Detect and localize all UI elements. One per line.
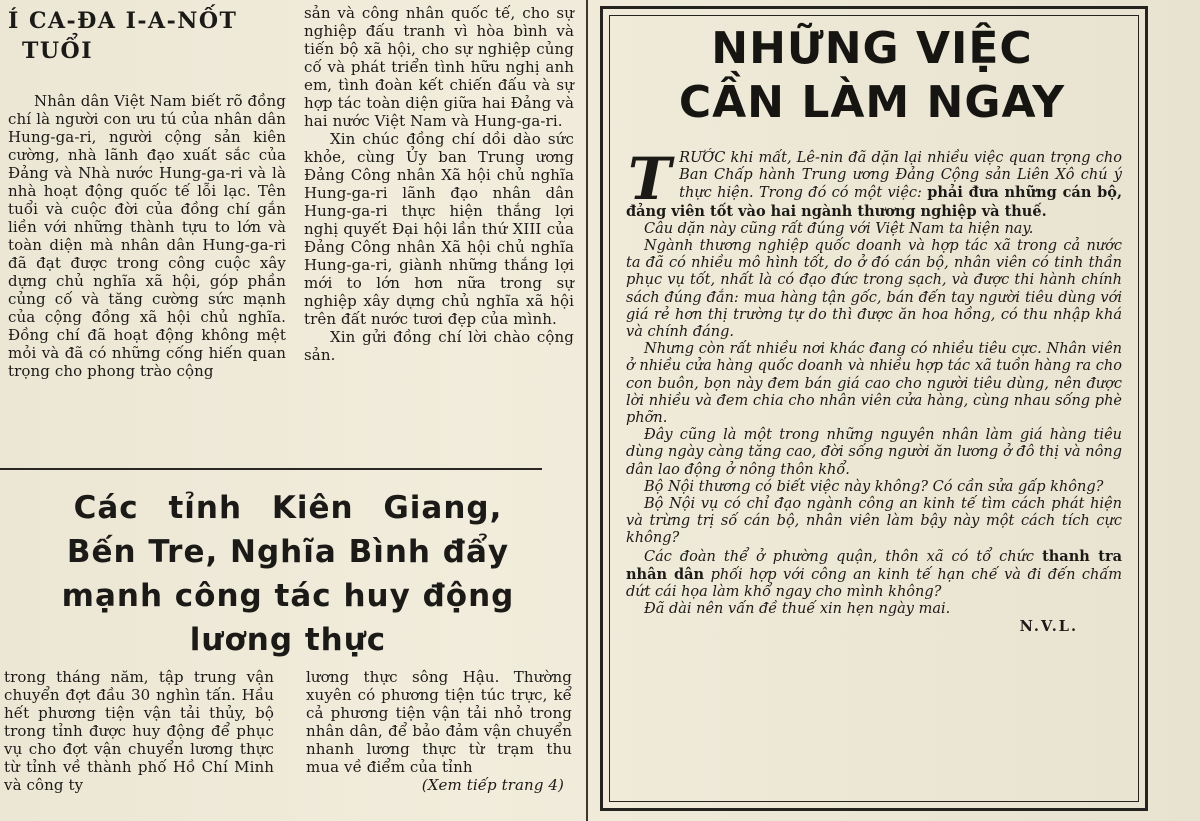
bottom-headline-line-3: mạnh công tác huy động: [61, 578, 515, 614]
editorial-body: [626, 145, 1123, 636]
left-article-paragraph: Nhân dân Việt Nam biết rõ đồng chí là người con ưu tú của nhân dân Hung-ga-ri, người cộng sản kiên cường, nhà lãnh đạo xuất sắc của Đảng và Nhà nước Hung-ga-ri và là nhà hoạt động quốc tế lỗi lạc. Tên tuổi và cuộc đời của đồng chí gắn liền với những thành tựu to lớn và toàn diện mà nhân dân Hung-ga-ri đã đạt được trong công cuộc xây dựng chủ nghĩa xã hội, góp phần củng cố và tăng cường sức mạnh của cộng đồng xã hội chủ nghĩa. Đồng chí đã hoạt động không mệt mỏi và đã có những cống hiến quan trọng cho phong trào cộng: [8, 92, 286, 380]
left-article-column-1: [8, 92, 286, 380]
bottom-article-paragraph: lương thực sông Hậu. Thường xuyên có phương tiện túc trực, kể cả phương tiện vận tải nhỏ trong nhân dân, để bảo đảm vận chuyển nhanh lương thực từ trạm thu mua về điểm của tỉnh: [306, 668, 572, 776]
editorial-title-line-1: NHỮNG VIỆC: [711, 23, 1033, 74]
editorial-paragraph: Bộ Nội vụ có chỉ đạo ngành công an kinh tế tìm cách phát hiện và trừng trị số cán bộ, nhân viên làm bậy này một cách tích cực không?: [626, 496, 1122, 547]
editorial-paragraph: Câu dặn này cũng rất đúng với Việt Nam ta hiện nay.: [644, 220, 1034, 237]
left-article-column-2: [304, 4, 574, 364]
editorial-text: Các đoàn thể ở phường quận, thôn xã có tổ chức: [644, 548, 1035, 565]
editorial-paragraph: Ngành thương nghiệp quốc doanh và hợp tác xã trong cả nước ta đã có nhiều mô hình tốt, do ở đó cán bộ, nhân viên có tinh thần phục vụ tốt, nhất là có đạo đức trong sạch, và được thi hành chính sách đúng đắn: mua hàng tận gốc, bán đến tay người tiêu dùng với giá rẻ hơn thị trường tự do thì được ăn hoa hồng, có thu nhập khá và chính đáng.: [626, 238, 1122, 341]
editorial-paragraph: Bộ Nội thương có biết việc này không? Có cần sửa gấp không?: [644, 478, 1104, 495]
bottom-article-headline: [18, 486, 558, 662]
editorial-paragraph: Nhưng còn rất nhiều nơi khác đang có nhiều tiêu cực. Nhân viên ở nhiều cửa hàng quốc doanh và nhiều hợp tác xã tuồn hàng ra cho con buôn, bọn này đem bán giá cao cho người tiêu dùng, nên được lời nhiều và đem chia cho nhân viên cửa hàng, cùng nhau sống phè phỡn.: [626, 341, 1122, 427]
bottom-headline-line-2: Bến Tre, Nghĩa Bình đẩy: [66, 534, 510, 570]
editorial-title-line-2: CẦN LÀM NGAY: [678, 77, 1066, 128]
left-article-paragraph: Xin chúc đồng chí dồi dào sức khỏe, cùng Ủy ban Trung ương Đảng Công nhân Xã hội chủ nghĩa Hung-ga-ri lãnh đạo nhân dân Hung-ga-ri thực hiện thắng lợi nghị quyết Đại hội lần thứ XIII của Đảng Công nhân Xã hội chủ nghĩa Hung-ga-ri, giành những thắng lợi mới to lớn hơn nữa trong sự nghiệp xây dựng chủ nghĩa xã hội trên đất nước tươi đẹp của mình.: [304, 130, 574, 328]
editorial-paragraph: [626, 548, 1122, 602]
editorial-paragraph: Đây cũng là một trong những nguyên nhân làm giá hàng tiêu dùng ngày càng tăng cao, đời sống người ăn lương ở đô thị và nông dân lao động ở nông thôn khổ.: [626, 427, 1122, 478]
left-headline-line-2: TUỔI: [22, 38, 94, 64]
bottom-headline-line-1: Các tỉnh Kiên Giang,: [73, 490, 503, 526]
editorial-bold-text: thanh tra nhân dân: [626, 547, 1122, 583]
bottom-article-paragraph: trong tháng năm, tập trung vận chuyển đợt đầu 30 nghìn tấn. Hầu hết phương tiện vận tải thủy, bộ trong tỉnh được huy động để phục vụ cho đợt vận chuyển lương thực từ tỉnh về thành phố Hồ Chí Minh và công ty: [4, 668, 274, 794]
left-headline-line-1: Í CA-ĐA I-A-NỐT: [8, 8, 238, 34]
editorial-paragraph: [626, 145, 1123, 221]
drop-cap: T: [628, 145, 672, 213]
editorial-paragraph: Đã dài nên vấn đề thuế xin hẹn ngày mai.: [644, 601, 951, 618]
section-divider: [0, 468, 542, 470]
bottom-article-column-1: [4, 668, 274, 794]
column-divider: [586, 0, 588, 821]
left-article-paragraph: Xin gửi đồng chí lời chào cộng sản.: [304, 328, 574, 364]
editorial-bold-text: phải đưa những cán bộ, đảng viên tốt vào hai ngành thương nghiệp và thuế.: [626, 184, 1123, 220]
editorial-signature: N.V.L.: [1019, 618, 1078, 636]
left-article-headline: [8, 6, 308, 66]
bottom-headline-line-4: lương thực: [189, 622, 387, 658]
left-article-paragraph: sản và công nhân quốc tế, cho sự nghiệp đấu tranh vì hòa bình và tiến bộ xã hội, cho sự nghiệp củng cố và phát triển tình hữu nghị anh em, tình đoàn kết chiến đấu và sự hợp tác toàn diện giữa hai Đảng và hai nước Việt Nam và Hung-ga-ri.: [304, 4, 574, 130]
continued-note: (Xem tiếp trang 4): [421, 776, 564, 794]
editorial-text: phối hợp với công an kinh tế hạn chế và đi đến chấm dứt cái họa làm khổ ngay cho mình không?: [626, 566, 1123, 601]
editorial-title: [612, 22, 1132, 130]
bottom-article-column-2: [306, 668, 572, 794]
editorial-text: RƯỚC khi mất, Lê-nin đã dặn lại nhiều việc quan trọng cho Ban Chấp hành Trung ương Đảng Cộng sản Liên Xô chú ý thực hiện. Trong đó có một việc:: [679, 150, 1122, 202]
